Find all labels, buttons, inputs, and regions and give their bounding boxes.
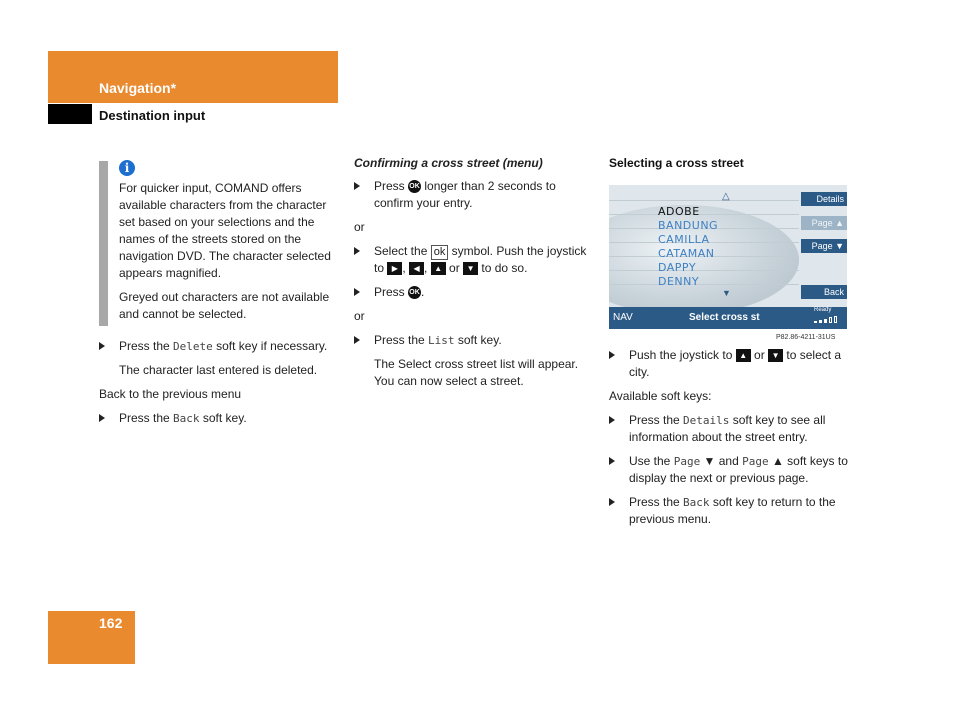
- or-text: or: [354, 220, 365, 234]
- list-item[interactable]: BANDUNG: [658, 219, 719, 232]
- list-item: Press the Back soft key.: [99, 410, 339, 427]
- softkey-delete: Delete: [173, 340, 213, 353]
- details-softkey[interactable]: Details: [801, 192, 847, 206]
- bullet-icon: [99, 414, 105, 422]
- header-bar: [48, 51, 338, 103]
- comand-screen: [609, 185, 847, 329]
- joystick-down-icon: ▼: [768, 349, 783, 362]
- list-item[interactable]: CAMILLA: [658, 233, 710, 246]
- status-bar: [609, 307, 847, 329]
- nav-label: NAV: [613, 312, 633, 323]
- bullet-icon: [609, 351, 615, 359]
- section-subtitle: Destination input: [99, 108, 206, 123]
- bullet-icon: [354, 182, 360, 190]
- available-keys-label: Available soft keys:: [609, 389, 712, 403]
- softkey-details: Details: [683, 414, 730, 427]
- scroll-down-icon[interactable]: ▼: [722, 288, 731, 298]
- softkey-page: Page: [673, 455, 701, 468]
- list-item: Press the Delete soft key if necessary.: [99, 338, 339, 355]
- scroll-up-icon[interactable]: △: [722, 191, 730, 202]
- bullet-icon: [609, 498, 615, 506]
- back-heading: Back to the previous menu: [99, 387, 242, 401]
- bullet-icon: [99, 342, 105, 350]
- arrow-up-icon: ▲: [768, 454, 784, 468]
- info-icon: i: [119, 160, 135, 176]
- bullet-icon: [354, 247, 360, 255]
- softkey-list: List: [428, 334, 455, 347]
- joystick-down-icon: ▼: [463, 262, 478, 275]
- ready-label: Ready: [814, 307, 832, 313]
- bullet-icon: [609, 457, 615, 465]
- divider: [609, 270, 799, 271]
- list-item: Press the Details soft key to see all information about the street entry.: [609, 412, 849, 446]
- list-item: Select the ok symbol. Push the joystick to ▶ , ◀ , ▲ or ▼ to do so.: [354, 243, 594, 277]
- ok-symbol: ok: [431, 245, 449, 260]
- list-item[interactable]: CATAMAN: [658, 247, 715, 260]
- bullet-icon: [609, 416, 615, 424]
- info-paragraph-2: Greyed out characters are not available and cannot be selected.: [119, 290, 330, 321]
- column-1: [99, 338, 339, 427]
- joystick-left-icon: ◀: [409, 262, 424, 275]
- list-item: Press the List soft key.: [354, 332, 594, 349]
- list-item: Use the Page ▼ and Page ▲ soft keys to display the next or previous page.: [609, 453, 849, 487]
- page-up-softkey[interactable]: Page ▲: [801, 216, 847, 230]
- figure-caption: P82.86-4211-31US: [776, 334, 836, 341]
- result-text: The Select cross street list will appear. You can now select a street.: [374, 357, 579, 388]
- page-down-softkey[interactable]: Page ▼: [801, 239, 847, 253]
- section-title: Navigation*: [99, 80, 177, 96]
- info-text: [119, 180, 339, 323]
- ok-button-icon: OK: [408, 286, 421, 299]
- list-item: Press OK.: [354, 284, 594, 301]
- column-3: [609, 347, 849, 528]
- divider: [609, 214, 799, 215]
- info-paragraph-1: For quicker input, COMAND offers available characters from the character set based on your selections and the names of the streets stored on the navigation DVD. The character selected appears magnified.: [119, 181, 331, 280]
- list-item[interactable]: DENNY: [658, 275, 700, 288]
- info-sidebar: [99, 161, 108, 326]
- ok-button-icon: OK: [408, 180, 421, 193]
- signal-strength-icon: [814, 316, 842, 324]
- bullet-icon: [354, 288, 360, 296]
- header-marker: [48, 104, 92, 124]
- joystick-up-icon: ▲: [736, 349, 751, 362]
- list-item[interactable]: ADOBE: [658, 205, 700, 218]
- or-text: or: [354, 309, 365, 323]
- divider: [609, 200, 799, 201]
- back-softkey[interactable]: Back: [801, 285, 847, 299]
- status-title: Select cross st: [689, 312, 760, 323]
- list-item: Press OK longer than 2 seconds to confirm your entry.: [354, 178, 594, 212]
- column-2: [354, 155, 594, 390]
- joystick-up-icon: ▲: [431, 262, 446, 275]
- softkey-page: Page: [742, 455, 769, 468]
- section-heading: Selecting a cross street: [609, 156, 744, 170]
- list-item: Push the joystick to ▲ or ▼ to select a city.: [609, 347, 849, 381]
- softkey-back: Back: [173, 412, 200, 425]
- page-number: 162: [99, 615, 123, 631]
- list-item: Press the Back soft key to return to the previous menu.: [609, 494, 849, 528]
- divider: [609, 284, 799, 285]
- arrow-down-icon: ▼: [700, 454, 716, 468]
- list-item[interactable]: DAPPY: [658, 261, 697, 274]
- result-text: The character last entered is deleted.: [119, 363, 318, 377]
- section-heading: Confirming a cross street (menu): [354, 156, 543, 170]
- bullet-icon: [354, 336, 360, 344]
- joystick-right-icon: ▶: [387, 262, 402, 275]
- softkey-back: Back: [683, 496, 710, 509]
